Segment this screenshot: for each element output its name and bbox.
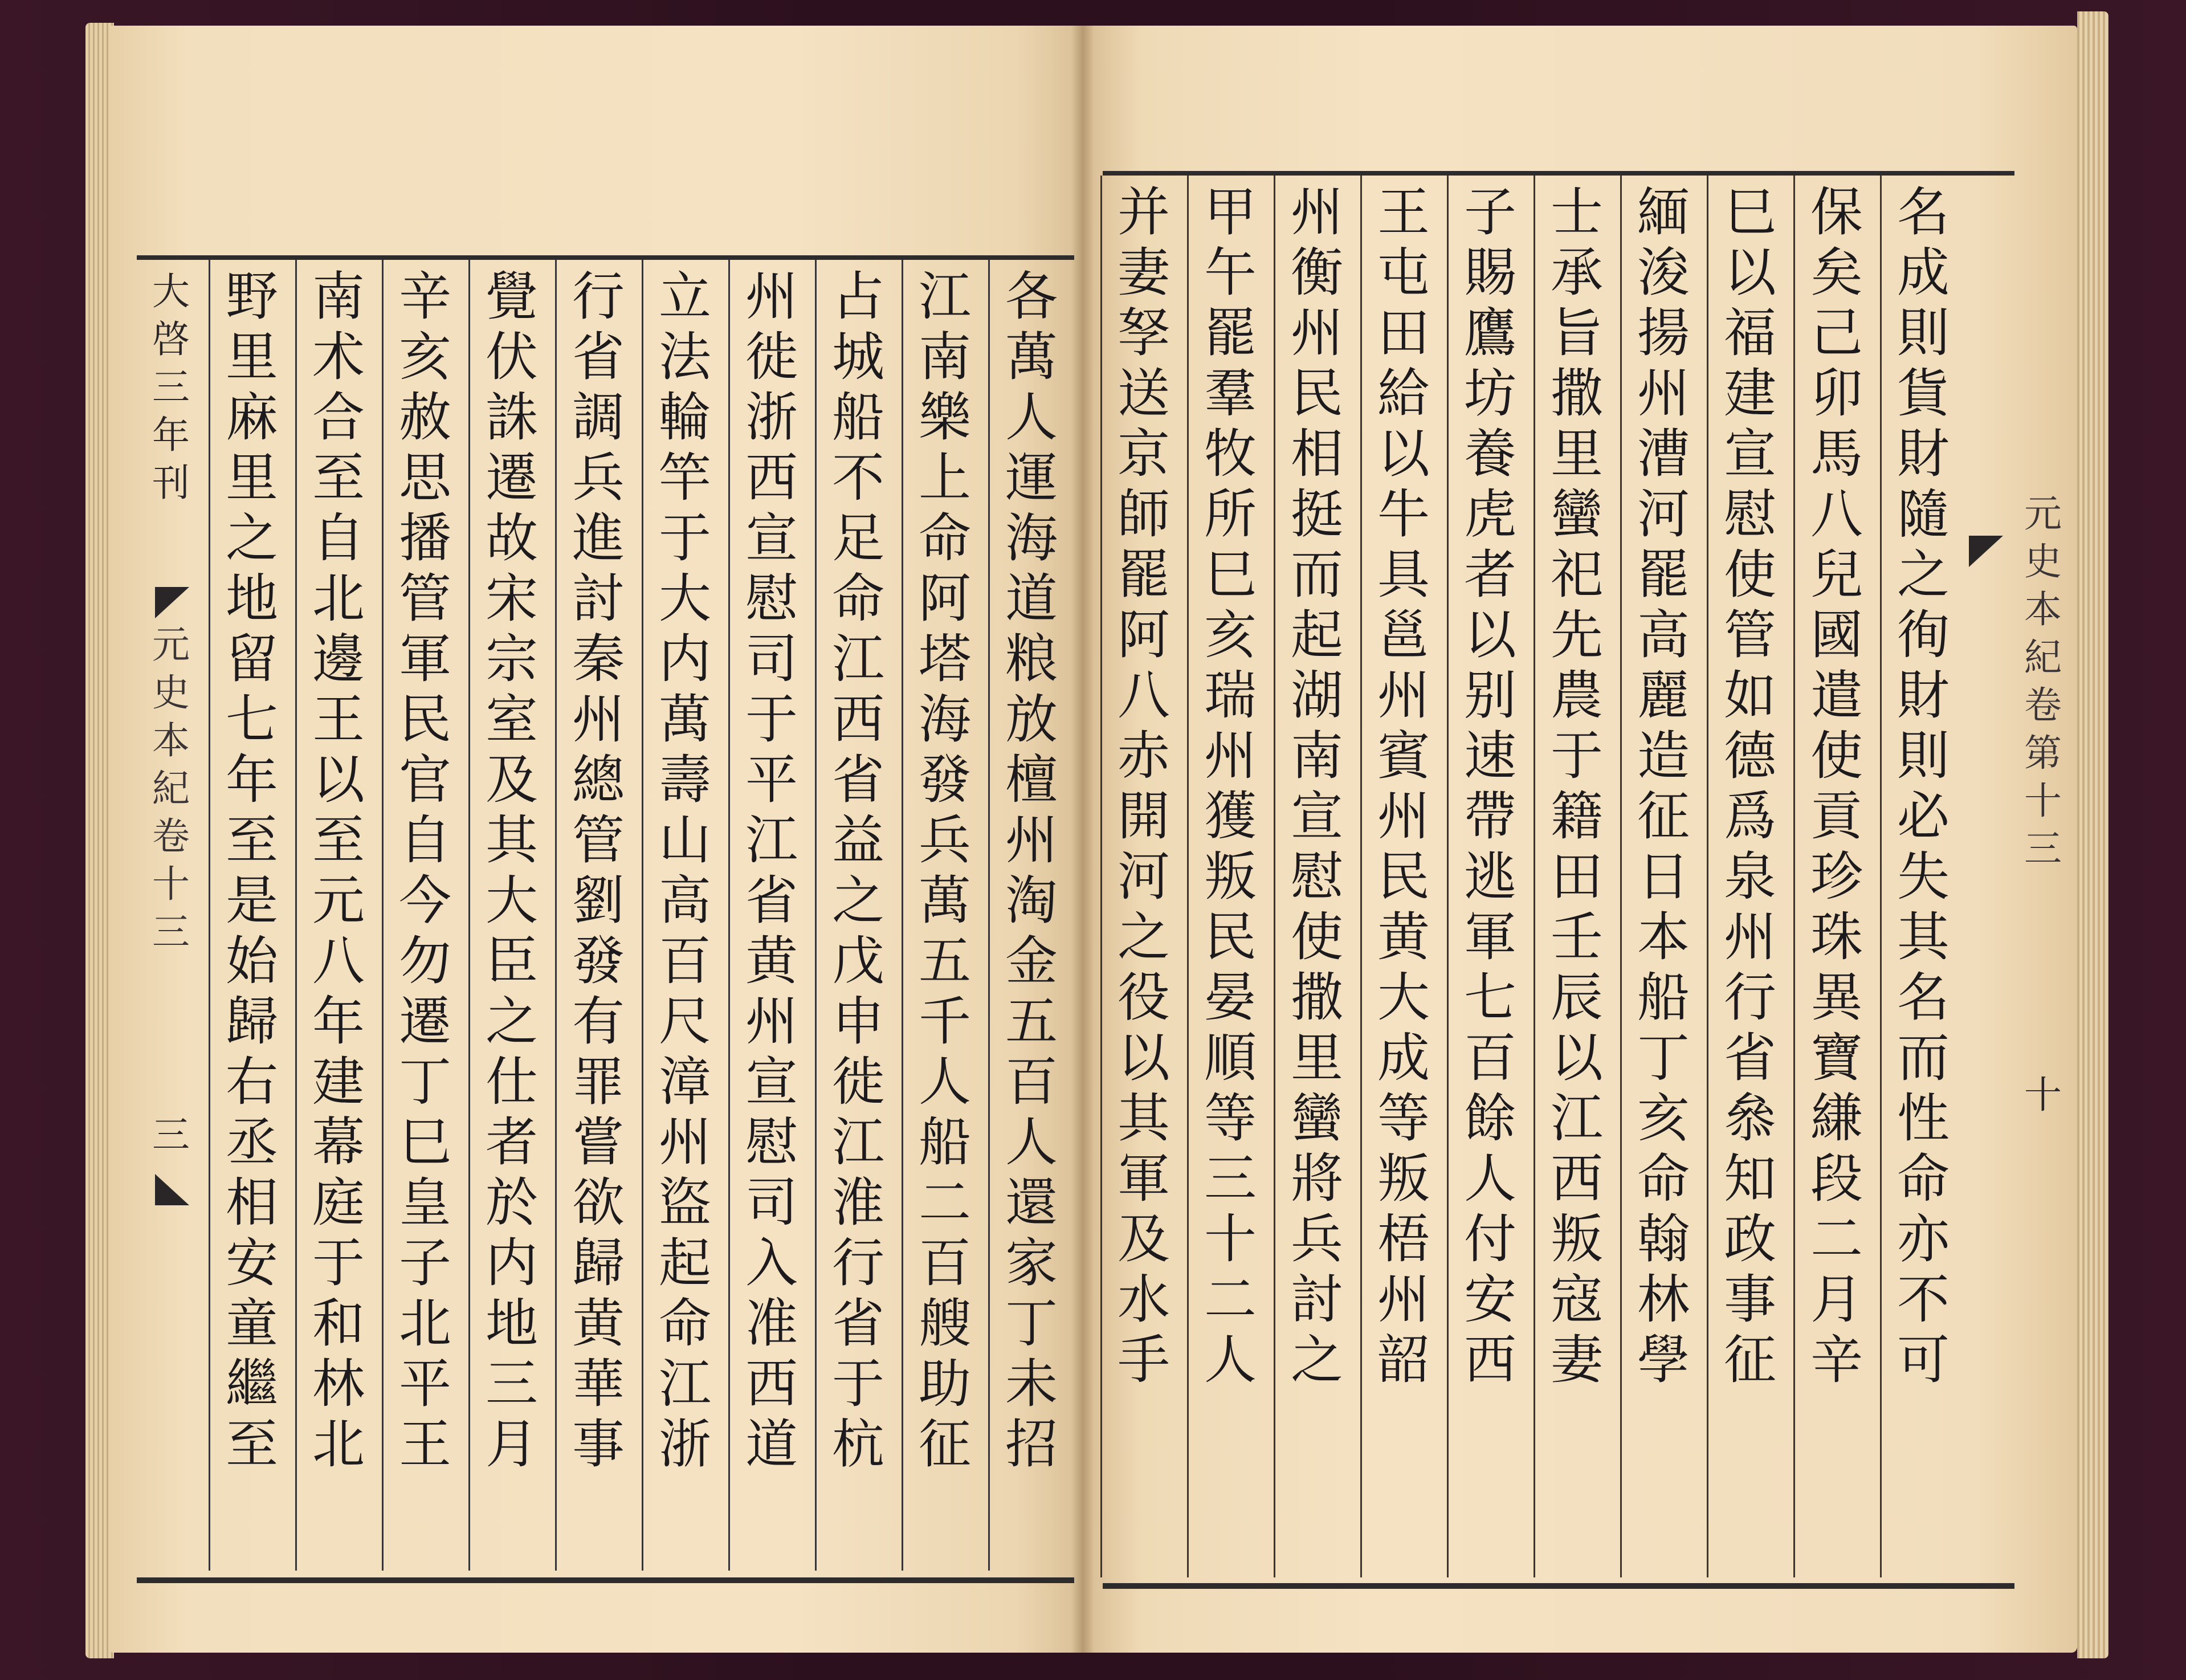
text-column: 巳 以 福 建 宣 慰 使 管 如 德 爲 泉 州 行 省 叅 知 政 事 征 [1723,182,1776,1391]
column-rule [382,260,384,1571]
column-rule [815,260,817,1571]
text-column: 緬 浚 揚 州 漕 河 罷 高 麗 造 征 日 本 船 丁 亥 命 翰 林 學 [1637,182,1690,1391]
text-column: 行 省 調 兵 進 討 秦 州 總 管 劉 發 有 罪 嘗 欲 歸 黄 華 事 [572,266,625,1475]
column-rule [988,260,990,1571]
column-rule [209,260,210,1571]
text-column: 州 衡 州 民 相 挺 而 起 湖 南 宣 慰 使 撒 里 蠻 將 兵 討 之 [1290,182,1343,1391]
text-column: 名 成 則 貨 財 隨 之 徇 財 則 必 失 其 名 而 性 命 亦 不 可 [1897,182,1950,1391]
text-column: 子 賜 鷹 坊 養 虎 者 以 别 速 帶 逃 軍 七 百 餘 人 付 安 西 [1463,182,1516,1391]
column-rule [902,260,903,1571]
text-column: 立 法 輪 竿 于 大 内 萬 壽 山 高 百 尺 漳 州 盜 起 命 江 浙 [658,266,711,1475]
column-rule [1360,176,1362,1577]
column-rule [1880,176,1882,1577]
column-rule [728,260,730,1571]
left-margin-page-number: 三 [152,1113,190,1157]
text-column: 辛 亥 赦 思 播 管 軍 民 官 自 今 勿 遷 丁 巳 皇 子 北 平 王 [398,266,451,1475]
column-rule [1274,176,1275,1577]
text-column: 王 屯 田 給 以 牛 具 邕 州 賓 州 民 黄 大 成 等 叛 梧 州 韶 [1377,182,1430,1391]
text-column: 并 妻 孥 送 京 師 罷 阿 八 赤 開 河 之 役 以 其 軍 及 水 手 [1117,182,1170,1391]
column-rule [1707,176,1708,1577]
column-rule [1447,176,1449,1577]
text-column: 士 承 旨 撒 里 蠻 祀 先 農 于 籍 田 壬 辰 以 江 西 叛 寇 妻 [1550,182,1603,1391]
right-margin-title: 元 史 本 紀 卷 第 十 三 [2024,492,2062,871]
text-column: 甲 午 罷 羣 牧 所 巳 亥 瑞 州 獲 叛 民 晏 順 等 三 十 二 人 [1204,182,1257,1391]
text-column: 南 术 合 至 自 北 邊 王 以 至 元 八 年 建 幕 庭 于 和 林 北 [312,266,365,1475]
text-column: 各 萬 人 運 海 道 粮 放 檀 州 淘 金 五 百 人 還 家 丁 未 招 [1005,266,1058,1475]
left-margin-upper: 大 啓 三 年 刊 [152,270,190,505]
text-column: 州 徙 浙 西 宣 慰 司 于 平 江 省 黄 州 宣 慰 司 入 准 西 道 [745,266,798,1475]
text-column: 保 矣 己 卯 馬 八 兒 國 遣 使 貢 珍 珠 異 寶 縑 段 二 月 辛 [1810,182,1863,1391]
text-column: 覺 伏 誅 遷 故 宋 宗 室 及 其 大 臣 之 仕 者 於 内 地 三 月 [485,266,538,1475]
column-rule [1187,176,1189,1577]
right-page-edge [2077,11,2108,1658]
text-column: 占 城 船 不 足 命 江 西 省 益 之 戊 申 徙 江 淮 行 省 于 杭 [831,266,884,1475]
right-margin-page-number: 十 [2024,1073,2062,1117]
left-margin-title: 元 史 本 紀 卷 十 三 [152,623,190,954]
column-rule [295,260,297,1571]
column-rule [1100,176,1102,1577]
column-rule [468,260,470,1571]
text-column: 野 里 麻 里 之 地 留 七 年 至 是 始 歸 右 丞 相 安 童 繼 至 [225,266,278,1475]
text-column: 江 南 樂 上 命 阿 塔 海 發 兵 萬 五 千 人 船 二 百 艘 助 征 [918,266,971,1475]
column-rule [1620,176,1622,1577]
book-gutter [1071,26,1094,1653]
column-rule [555,260,557,1571]
column-rule [1534,176,1535,1577]
column-rule [642,260,643,1571]
column-rule [1793,176,1795,1577]
